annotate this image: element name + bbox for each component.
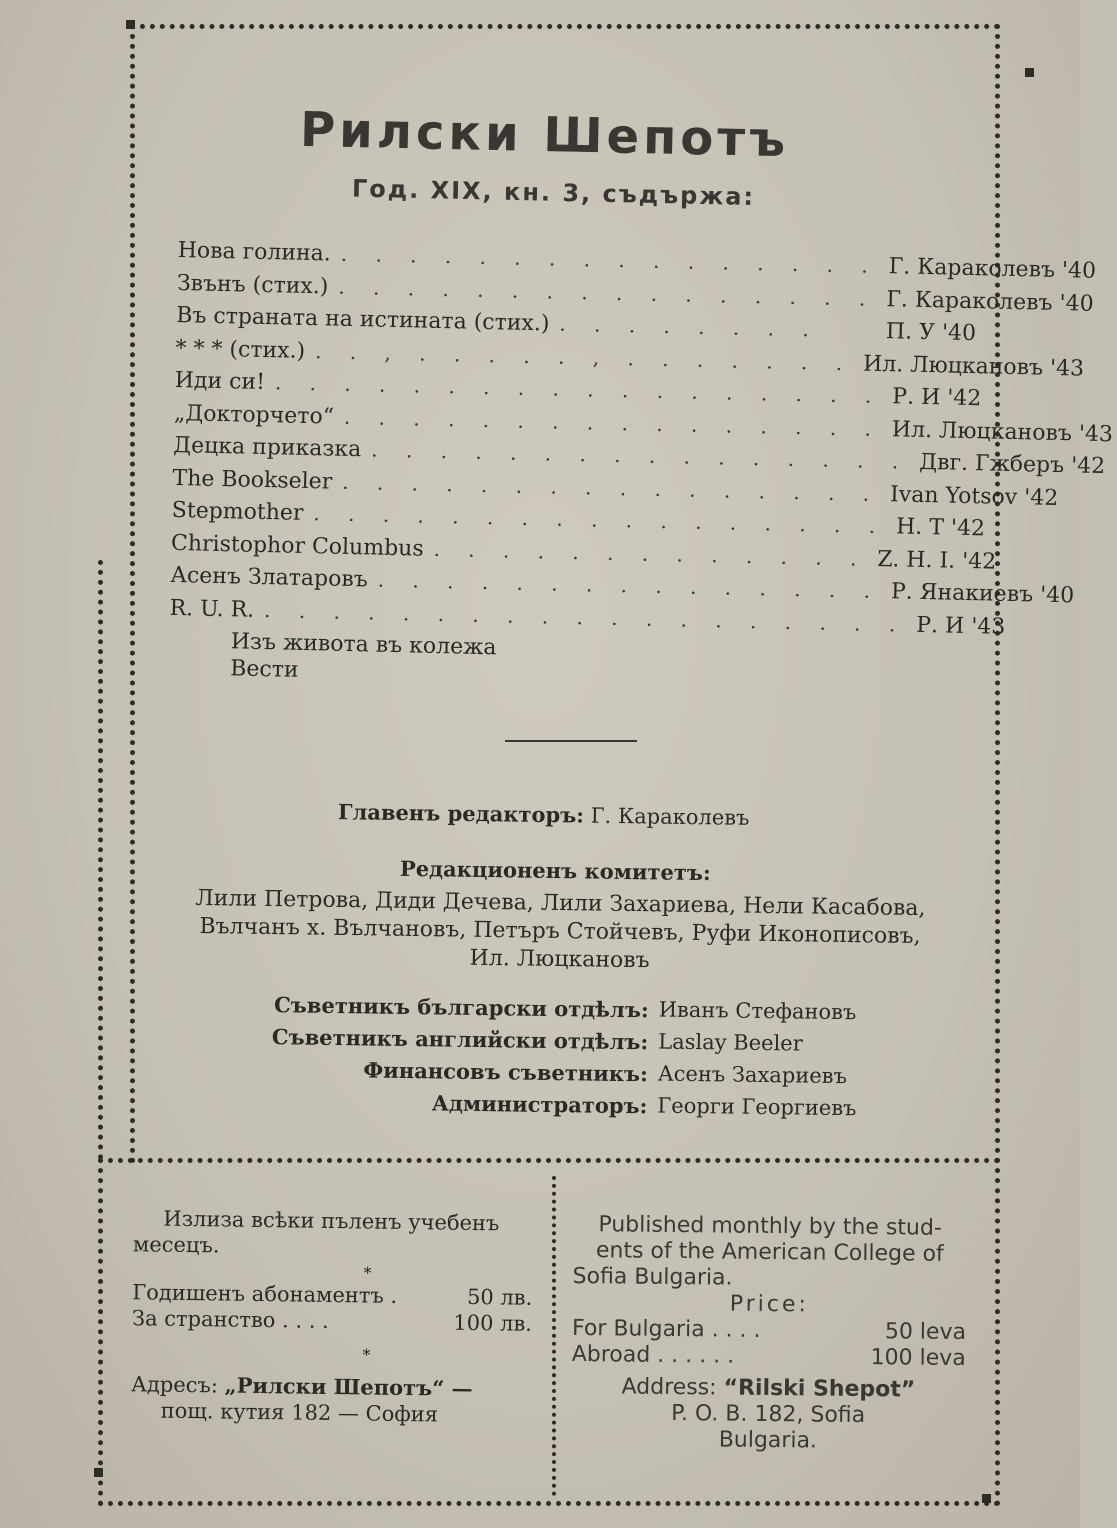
role-name: Асенъ Захариевъ — [657, 1061, 848, 1089]
abroad-label: За странство . . . . — [131, 1306, 329, 1333]
toc-title: Stepmother — [171, 497, 304, 526]
toc-author: Г. Караколевъ '40 — [888, 254, 1097, 284]
role-label: Съветникъ английски отдѣлъ: — [271, 1024, 649, 1055]
address-label: Адресъ: — [130, 1372, 219, 1398]
toc-title: R. U. R. — [169, 595, 255, 623]
chief-editor-name: Г. Караколевъ — [590, 803, 750, 830]
bulgaria-label: For Bulgaria . . . . — [571, 1315, 761, 1343]
english-info-box — [571, 1212, 967, 1456]
abroad-row — [132, 1305, 532, 1337]
committee-line: Ил. Люцкановъ — [469, 945, 650, 974]
toc-leader: . . . . . . . . . . . . . . . . — [343, 404, 883, 441]
toc-title: Иди си! — [174, 367, 266, 396]
toc-leader: . . . . . . . . — [559, 311, 821, 342]
address-line-2: пощ. кутия 182 — София — [160, 1398, 439, 1427]
toc-leader: . . . . . . . . . . . . . . . . — [338, 274, 877, 311]
bulgaria-price-row — [572, 1316, 966, 1346]
toc-leader: . . . . . . . . . . . . . . . . — [340, 241, 880, 278]
toc-leader: . . , . . . . . , . . . . . . . — [314, 338, 854, 375]
toc-leader: . . . . . . . . . . . . . — [433, 536, 868, 571]
dotted-frame-left — [98, 560, 103, 1160]
role-name: Laslay Beeler — [658, 1029, 803, 1056]
role-label: Финансовъ съветникъ: — [363, 1057, 648, 1087]
bulgaria-price: 50 leva — [884, 1319, 967, 1346]
toc-author: П. У '40 — [885, 319, 977, 347]
toc-author: Н. Т '42 — [895, 514, 986, 542]
star-separator: * — [362, 1345, 371, 1365]
toc-title: „Докторчето“ — [173, 400, 335, 430]
toc-author: Двг. Гжберъ '42 — [918, 449, 1106, 480]
abroad-label-en: Abroad . . . . . . — [571, 1341, 735, 1369]
toc-author: Ivan Yotsov '42 — [889, 481, 1059, 511]
section-rule — [505, 740, 637, 742]
staff-roles — [159, 991, 941, 1130]
toc-author: Ил. Люцкановъ '43 — [862, 351, 1085, 382]
committee-members — [159, 884, 960, 979]
frame-corner — [126, 20, 135, 29]
abroad-price-en: 100 leva — [870, 1345, 966, 1372]
toc-author: Z. H. I. '42 — [877, 546, 997, 575]
toc-extra-item: Вести — [229, 656, 299, 683]
toc-leader: . . . . . . . . . . . . . . . . . . . — [263, 597, 907, 637]
price-heading: Price: — [729, 1291, 809, 1318]
toc-leader: . . . . . . . . . . . . . . . . . . — [274, 370, 883, 409]
frame-corner — [982, 1494, 991, 1503]
issue-subtitle: Год. XIX, кн. 3, съдържа: — [351, 174, 756, 211]
toc-title: Звънъ (стих.) — [176, 270, 329, 299]
role-label: Администраторъ: — [431, 1090, 648, 1119]
address-line-en — [571, 1374, 965, 1404]
toc-title: Децка приказка — [173, 432, 362, 463]
subscription-price: 50 лв. — [466, 1284, 533, 1310]
role-label: Съветникъ български отдѣлъ: — [273, 992, 649, 1023]
chief-editor-label: Главенъ редакторъ: — [337, 799, 585, 828]
frame-corner — [94, 1468, 103, 1477]
toc-author: Р. Янакиевъ '40 — [890, 579, 1075, 609]
publish-line: ents of the American College of — [595, 1238, 944, 1267]
toc-author: Р. И '43 — [915, 612, 1006, 640]
role-name: Георги Георгиевъ — [657, 1093, 857, 1121]
toc-author: Р. И '42 — [892, 384, 982, 412]
dotted-divider — [552, 1176, 556, 1496]
committee-line: Лили Петрова, Диди Дечева, Лили Захариева, Нели Касабова, — [195, 885, 926, 922]
publish-line: Sofia Bulgaria. — [572, 1263, 733, 1291]
frequency-line: месецъ. — [132, 1232, 220, 1258]
frame-corner — [1025, 68, 1034, 77]
table-of-contents — [168, 238, 1114, 700]
toc-extra-item: Изъ живота въ колежа — [230, 629, 497, 661]
address-line-en-3: Bulgaria. — [718, 1427, 818, 1454]
toc-title: Нова голина. — [177, 238, 332, 267]
frequency-line: Излиза всѣки пъленъ учебенъ — [163, 1206, 500, 1236]
toc-title: Асенъ Златаровъ — [170, 562, 369, 593]
toc-title: The Bookseler — [172, 465, 333, 495]
toc-author: Г. Караколевъ '40 — [886, 286, 1094, 317]
star-separator: * — [363, 1263, 372, 1283]
abroad-price: 100 лв. — [453, 1310, 533, 1336]
toc-leader: . . . . . . . . . . . . . . . . — [341, 469, 881, 506]
toc-author: Ил. Люцкановъ '43 — [891, 416, 1114, 447]
toc-leader: . . . . . . . . . . . . . . . . — [371, 437, 910, 474]
toc-title: * * * (стих.) — [175, 335, 306, 364]
address-name: „Рилски Шепотъ“ — — [224, 1372, 473, 1401]
role-name: Иванъ Стефановъ — [658, 997, 857, 1025]
address-line-en-2: P. O. B. 182, Sofia — [671, 1400, 866, 1429]
toc-leader: . . . . . . . . . . . . . . . . . — [313, 501, 887, 539]
toc-title: Въ страната на истината (стих.) — [175, 302, 550, 337]
magazine-title: Рилски Шепотъ — [299, 101, 790, 169]
abroad-price-row — [572, 1342, 966, 1372]
address-name-en: “Rilski Shepot” — [723, 1375, 916, 1403]
bulgarian-info-box — [130, 1205, 533, 1429]
publish-line: Published monthly by the stud- — [598, 1212, 942, 1241]
committee-line: Вълчанъ х. Вълчановъ, Петъръ Стойчевъ, Руфи Иконописовъ, — [199, 913, 921, 950]
address-label-en: Address: — [621, 1374, 717, 1401]
committee-heading: Редакционенъ комитетъ: — [399, 855, 711, 886]
toc-title: Christophor Columbus — [170, 530, 424, 562]
toc-leader: . . . . . . . . . . . . . . . — [377, 567, 882, 604]
subscription-label: Годишенъ абонаментъ . — [132, 1280, 398, 1308]
